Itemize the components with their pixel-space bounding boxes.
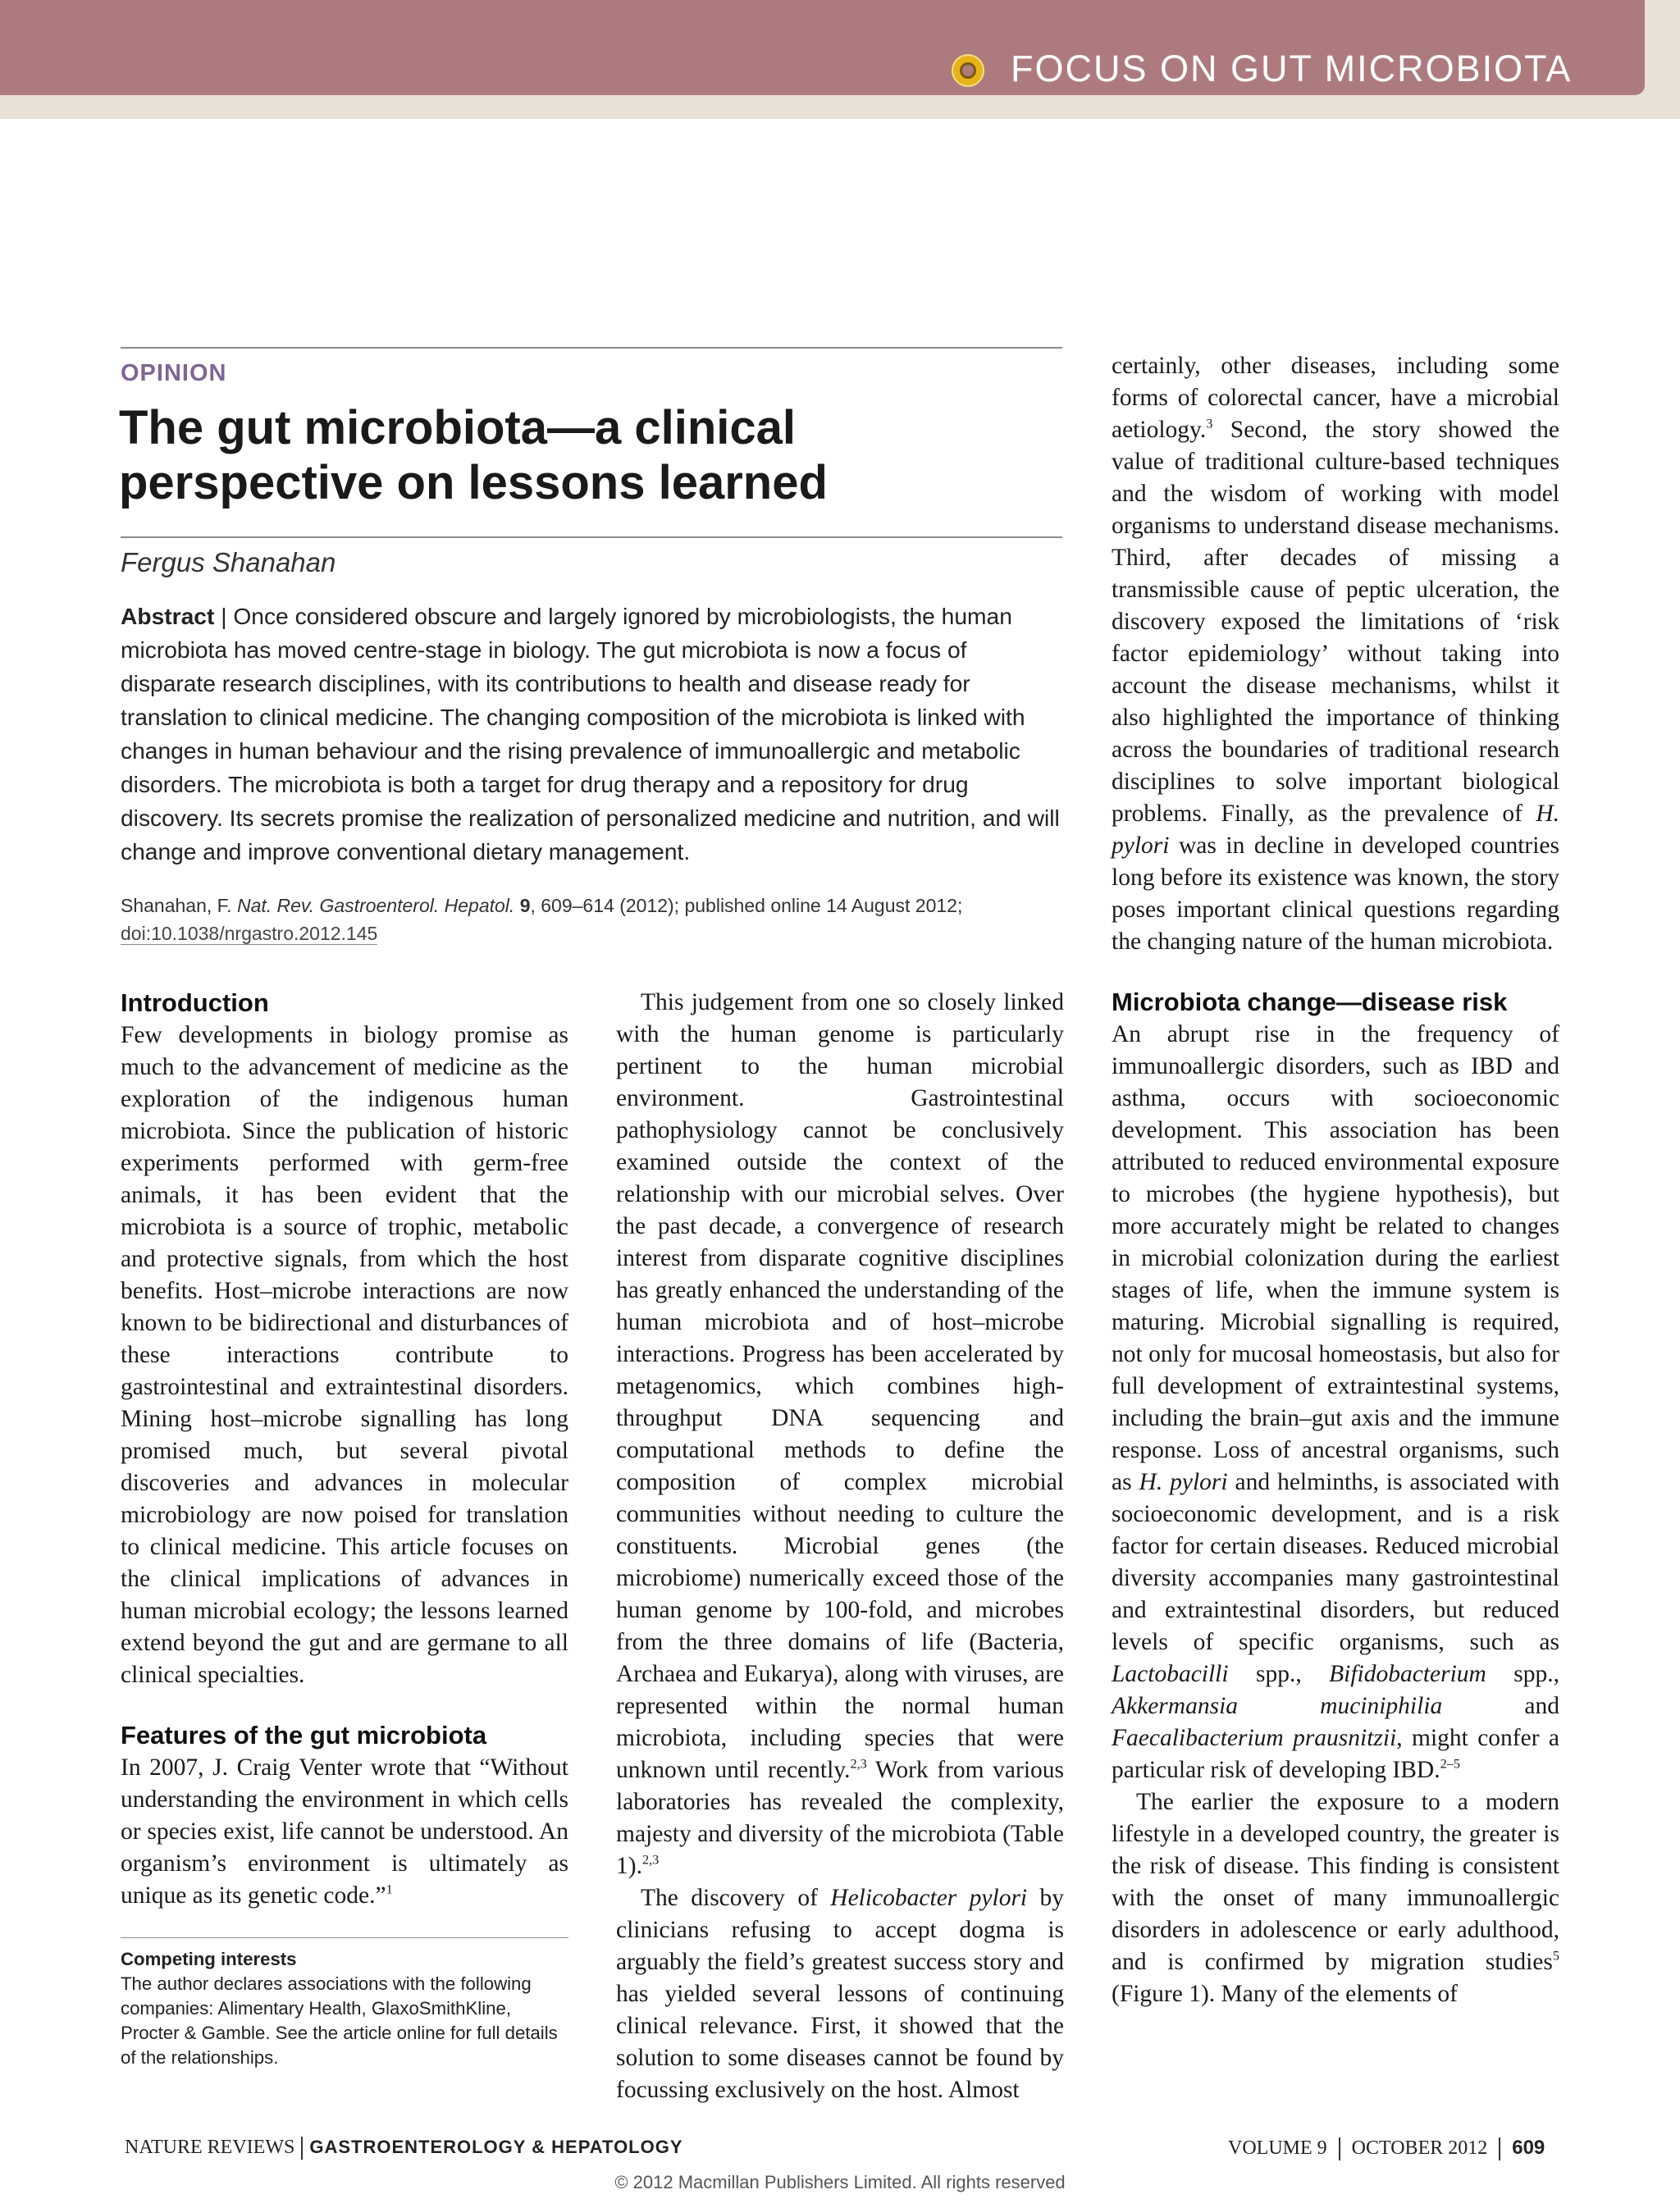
target-icon — [952, 54, 984, 87]
body-paragraph — [1112, 1019, 1559, 1786]
paragraph-text: , might confer a particular risk of developing IBD. — [1112, 1725, 1559, 1783]
footer-divider — [1339, 2137, 1340, 2160]
paragraph-text: and — [1442, 1693, 1560, 1719]
paragraph-text: Second, the story showed the value of traditional culture-based techniques and the wisdom of working with model organisms to understand disease mechanisms. Third, after decades of missing a transmissible cause of peptic ulceration, the discovery exposed the limitations of ‘risk factor epidemiology’ without taking into account the disease mechanisms, whilst it also highlighted the importance of thinking across the boundaries of traditional research disciplines to solve important biological problems. Finally, as the prevalence of — [1112, 417, 1559, 827]
abstract — [121, 600, 1062, 869]
species-name: H. pylori — [1112, 801, 1559, 859]
citation-volume: 9 — [519, 895, 531, 916]
reference-mark: 2–5 — [1440, 1756, 1460, 1772]
copyright-notice: © 2012 Macmillan Publishers Limited. All rights reserved — [614, 2172, 1066, 2192]
body-column-2 — [616, 987, 1064, 2106]
body-paragraph — [616, 1882, 1064, 2106]
footer-divider — [301, 2137, 303, 2160]
citation — [121, 892, 1062, 947]
species-name: H. pylori — [1139, 1469, 1228, 1495]
features-paragraph — [121, 1752, 568, 1912]
species-name: Lactobacilli — [1112, 1661, 1229, 1687]
species-name: Bifidobacterium — [1329, 1661, 1486, 1687]
species-name: Akkermansia muciniphilia — [1112, 1693, 1443, 1719]
paragraph-text: An abrupt rise in the frequency of immunoallergic disorders, such as IBD and asthma, occurs with socioeconomic development. This association has been attributed to reduced environmental exposure to microbes (the hygiene hypothesis), but more accurately might be related to changes in microbial colonization during the earliest stages of life, when the immune system is maturing. Microbial signalling is required, not only for mucosal homeostasis, but also for full development of extraintestinal systems, including the brain–gut axis and the immune response. Loss of ancestral organisms, such as — [1112, 1021, 1559, 1495]
competing-interests-title: Competing interests — [121, 1949, 297, 1969]
species-name: Helicobacter pylori — [830, 1885, 1028, 1911]
abstract-text: Once considered obscure and largely ignored by microbiologists, the human microbiota has moved centre-stage in biology. The gut microbiota is now a focus of disparate research disciplines, with its contributions to health and disease ready for translation to clinical medicine. The changing composition of the microbiota is linked with changes in human behaviour and the rising prevalence of immunoallergic and metabolic disorders. The microbiota is both a target for drug therapy and a repository for drug discovery. Its secrets promise the realization of personalized medicine and nutrition, and will change and improve conventional dietary management. — [121, 603, 1060, 864]
author-name: Fergus Shanahan — [121, 547, 336, 577]
footer-volume: VOLUME 9 — [1228, 2137, 1327, 2159]
reference-mark: 2,3 — [850, 1756, 867, 1772]
paragraph-text: certainly, other diseases, including some forms of colorectal cancer, have a microbial aetiology. — [1112, 353, 1559, 443]
features-paragraph-text: In 2007, J. Craig Venter wrote that “Without understanding the environment in which cells or species exist, life cannot be understood. An organism’s environment is ultimately as unique as its genetic code.” — [121, 1754, 568, 1909]
body-column-1 — [121, 987, 568, 1912]
footer-divider — [1499, 2137, 1500, 2160]
microbiota-change-heading: Microbiota change—disease risk — [1112, 988, 1508, 1016]
paragraph-text: was in decline in developed countries long before its existence was known, the story poses important clinical questions regarding the changing nature of the human microbiota. — [1112, 833, 1559, 955]
footer-issue — [1228, 2137, 1545, 2160]
introduction-heading: Introduction — [121, 988, 269, 1017]
species-name: Faecalibacterium prausnitzii — [1112, 1725, 1397, 1751]
footer-journal — [125, 2137, 683, 2160]
footer-journal-name: NATURE REVIEWS — [125, 2137, 295, 2158]
paragraph-text: and helminths, is associated with socioeconomic development, and is a risk factor for certain diseases. Reduced microbial diversity accompanies many gastrointestinal and extraintestinal disorders, but reduced levels of specific organisms, such as — [1112, 1469, 1559, 1655]
citation-journal: Nat. Rev. Gastroenterol. Hepatol. — [236, 895, 515, 916]
body-column-3 — [1112, 350, 1559, 2010]
citation-details: , 609–614 (2012); published online 14 August 2012; — [530, 895, 963, 916]
paragraph-text: spp., — [1486, 1661, 1559, 1687]
reference-mark: 5 — [1552, 1948, 1559, 1964]
paragraph-text: This judgement from one so closely linked with the human genome is particularly pertinent to the human microbial environment. Gastrointestinal pathophysiology cannot be conclusively examined outside the context of the relationship with our microbial selves. Over the past decade, a convergence of research interest from disparate cognitive disciplines has greatly enhanced the understanding of the human microbiota and of host–microbe interactions. Progress has been accelerated by metagenomics, which combines high-throughput DNA sequencing and computational methods to define the composition of complex microbial communities without needing to culture the constituents. Microbial genes (the microbiome) numerically exceed those of the human genome by 100-fold, and microbes from the three domains of life (Bacteria, Archaea and Eukarya), along with viruses, are represented within the normal human microbiota, including species that were unknown until recently. — [616, 989, 1064, 1783]
footer-date: OCTOBER 2012 — [1351, 2137, 1488, 2159]
competing-rule — [121, 1937, 568, 1938]
paragraph-text: spp., — [1228, 1661, 1330, 1687]
title-rule — [121, 536, 1062, 538]
focus-banner — [0, 0, 1645, 95]
reference-mark: 1 — [386, 1882, 393, 1897]
top-rule — [121, 347, 1062, 349]
reference-mark: 3 — [1206, 416, 1213, 431]
paragraph-text: Work from various laboratories has revealed the complexity, majesty and diversity of the microbiota (Table 1). — [616, 1757, 1064, 1879]
paragraph-text: The earlier the exposure to a modern lifestyle in a developed country, the greater is the risk of disease. This finding is consistent with the onset of many immunoallergic disorders in adolescence or early adulthood, and is confirmed by migration studies — [1112, 1789, 1559, 1975]
article-title: The gut microbiota—a clinical perspective on lessons learned — [119, 401, 828, 509]
introduction-paragraph: Few developments in biology promise as much to the advancement of medicine as the exploration of the indigenous human microbiota. Since the publication of historic experiments performed with germ-free animals, it has been evident that the microbiota is a source of trophic, metabolic and protective signals, from which the host benefits. Host–microbe interactions are now known to be bidirectional and disturbances of these interactions contribute to gastrointestinal and extraintestinal disorders. Mining host–microbe signalling has long promised much, but several pivotal discoveries and advances in molecular microbiology are now poised for translation to clinical medicine. This article focuses on the clinical implications of advances in human microbial ecology; the lessons learned extend beyond the gut and are germane to all clinical specialties. — [121, 1022, 568, 1688]
body-paragraph — [616, 987, 1064, 1882]
abstract-separator: | — [214, 603, 234, 629]
features-heading: Features of the gut microbiota — [121, 1721, 487, 1750]
citation-author: Shanahan, F. — [121, 895, 237, 916]
focus-banner-text: FOCUS ON GUT MICROBIOTA — [1011, 48, 1573, 89]
competing-interests — [121, 1947, 568, 2070]
paragraph-text: by clinicians refusing to accept dogma is arguably the field’s greatest success story and has yielded several lessons of continuing clinical relevance. First, it showed that the solution to some diseases cannot be found by focussing exclusively on the host. Almost — [616, 1885, 1065, 2103]
reference-mark: 2,3 — [641, 1852, 660, 1868]
page-number: 609 — [1512, 2137, 1545, 2159]
section-label: OPINION — [121, 360, 227, 386]
body-paragraph — [1112, 350, 1559, 958]
footer-subjournal: GASTROENTEROLOGY & HEPATOLOGY — [309, 2137, 683, 2157]
abstract-label: Abstract — [121, 603, 215, 629]
body-paragraph — [1112, 1786, 1559, 2010]
paragraph-text: The discovery of — [641, 1885, 831, 1911]
competing-interests-text: The author declares associations with the following companies: Alimentary Health, GlaxoSmithKline, Procter & Gamble. See the article online for full details of the relationships. — [121, 1973, 558, 2068]
doi-link[interactable]: doi:10.1038/nrgastro.2012.145 — [121, 923, 378, 944]
paragraph-text: (Figure 1). Many of the elements of — [1112, 1981, 1458, 2007]
